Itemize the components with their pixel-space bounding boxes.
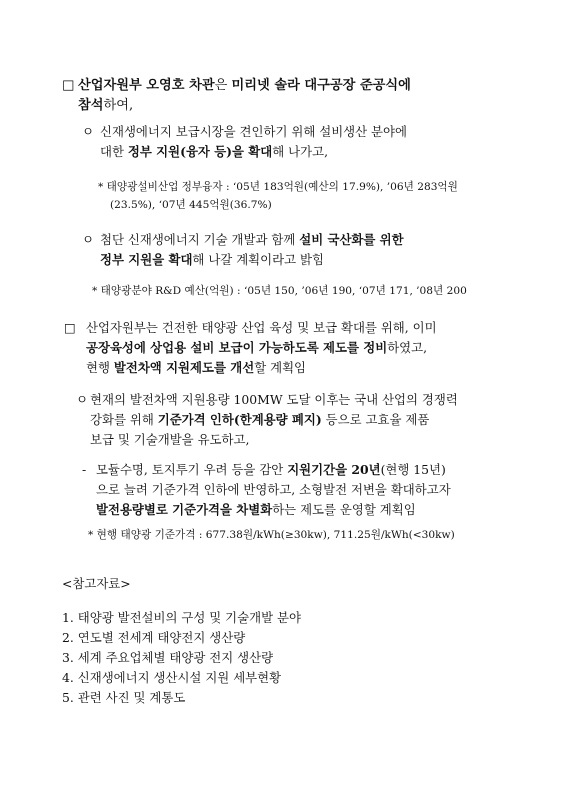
- reference-item: 4. 신재생에너지 생산시설 지원 세부현황: [62, 670, 282, 685]
- section-1a-note: [98, 178, 518, 214]
- text-run: 등으로 고효율 제품: [321, 412, 430, 427]
- text-run: 현행: [86, 360, 114, 375]
- text-run: 보급 및 기술개발을 유도하고,: [90, 432, 250, 447]
- section-1a-text-1: [100, 124, 407, 139]
- text-run: 강화를 위해: [90, 412, 158, 427]
- section-2a-line-3: [76, 430, 516, 450]
- section-1b: [82, 230, 512, 270]
- circle-bullet-icon: ㅇ: [82, 232, 94, 247]
- circle-bullet-icon: ㅇ: [76, 392, 88, 407]
- square-bullet-icon: □: [62, 78, 75, 93]
- section-2b-note: [88, 526, 518, 544]
- references-title: <참고자료>: [62, 576, 131, 591]
- section-2a-line-2: [76, 410, 516, 430]
- text-run: (현행 15년): [380, 462, 446, 477]
- reference-item: 5. 관련 사진 및 계통도: [62, 690, 186, 705]
- text-run: 할 계획임: [254, 360, 307, 375]
- section-1b-note: [92, 282, 512, 300]
- section-2b: [82, 460, 522, 520]
- section-1-line-2: [62, 96, 512, 116]
- text-run: 지원기간을 20년: [287, 462, 381, 477]
- section-2a-line-1: [76, 390, 516, 410]
- text-run: 정부 지원(융자 등)을 확대: [127, 144, 273, 159]
- text-run: 미리넷 솔라 대구공장 준공식에: [231, 78, 411, 93]
- section-2a: [76, 390, 516, 450]
- references: [62, 574, 482, 594]
- section-2a-text-1: [90, 392, 458, 407]
- text-run: 발전용량별로 기준가격을 차별화: [96, 502, 273, 517]
- section-2b-text-1: [96, 462, 446, 477]
- text-run: 으로 늘려 기준가격 인하에 반영하고, 소형발전 저변을 확대하고자: [96, 482, 451, 497]
- section-2-line-1: [64, 318, 514, 338]
- section-1b-line-2: [82, 250, 512, 270]
- section-1: [62, 76, 512, 116]
- text-run: 대한: [100, 144, 128, 159]
- section-2-line-2: [64, 338, 514, 358]
- circle-bullet-icon: ㅇ: [82, 124, 94, 139]
- text-run: 은: [214, 78, 232, 93]
- reference-item: 2. 연도별 전세계 태양전지 생산량: [62, 630, 246, 645]
- square-bullet-icon: □: [64, 320, 76, 335]
- text-run: 현재의 발전차액 지원용량 100MW 도달 이후는 국내 산업의 경쟁력: [90, 392, 458, 407]
- text-run: 발전차액 지원제도를 개선: [113, 360, 255, 375]
- section-1a-line-1: [82, 122, 512, 142]
- dash-bullet-icon: -: [82, 462, 87, 477]
- reference-item: 1. 태양광 발전설비의 구성 및 기술개발 분야: [62, 610, 301, 625]
- section-1b-text-1: [100, 232, 404, 247]
- note-line-1: * 현행 태양광 기준가격 : 677.38원/kWh(≥30kw), 711.25원/kWh(<30kw): [88, 529, 455, 541]
- text-run: 산업자원부 오영호 차관: [78, 78, 215, 93]
- text-run: 첨단 신재생에너지 기술 개발과 함께: [100, 232, 300, 247]
- text-run: 공장육성에 상업용 설비 보급이 가능하도록 제도를 정비: [86, 340, 388, 355]
- section-2: [64, 318, 514, 378]
- text-run: 설비 국산화를 위한: [299, 232, 404, 247]
- section-1-line-1: [62, 76, 512, 96]
- text-run: 해 나갈 계획이라고 밝힘: [192, 252, 324, 267]
- section-2b-line-3: [82, 500, 522, 520]
- text-run: 기준가격 인하(한계용량 폐지): [157, 412, 322, 427]
- text-run: 하는 제도를 운영할 계획임: [272, 502, 416, 517]
- section-2-text-1: [86, 320, 437, 335]
- text-run: 모듈수명, 토지투기 우려 등을 감안: [96, 462, 288, 477]
- reference-item: 3. 세계 주요업체별 태양광 전지 생산량: [62, 650, 274, 665]
- text-run: 참석: [78, 98, 104, 113]
- section-2b-line-2: [82, 480, 522, 500]
- references-list: [62, 608, 482, 708]
- section-2-line-3: [64, 358, 514, 378]
- note-line-1: * 태양광설비산업 정부융자 : ‘05년 183억원(예산의 17.9%), ’06년 283억원: [98, 181, 458, 193]
- text-run: 해 나가고,: [272, 144, 329, 159]
- note-line-1: * 태양광분야 R&D 예산(억원) : ‘05년 150, ’06년 190, ‘07년 171, ’08년 200: [92, 285, 467, 297]
- section-1-text-1: [78, 78, 411, 93]
- text-run: 하여,: [103, 98, 134, 113]
- text-run: 하였고,: [387, 340, 428, 355]
- text-run: 신재생에너지 보급시장을 견인하기 위해 설비생산 분야에: [100, 124, 407, 139]
- text-run: 산업자원부는 건전한 태양광 산업 육성 및 보급 확대를 위해, 이미: [86, 320, 437, 335]
- section-1a-line-2: [82, 142, 512, 162]
- note-line-2: (23.5%), ‘07년 445억원(36.7%): [110, 199, 272, 211]
- section-1a: [82, 122, 512, 162]
- section-2b-line-1: [82, 460, 522, 480]
- section-1b-line-1: [82, 230, 512, 250]
- text-run: 정부 지원을 확대: [100, 252, 193, 267]
